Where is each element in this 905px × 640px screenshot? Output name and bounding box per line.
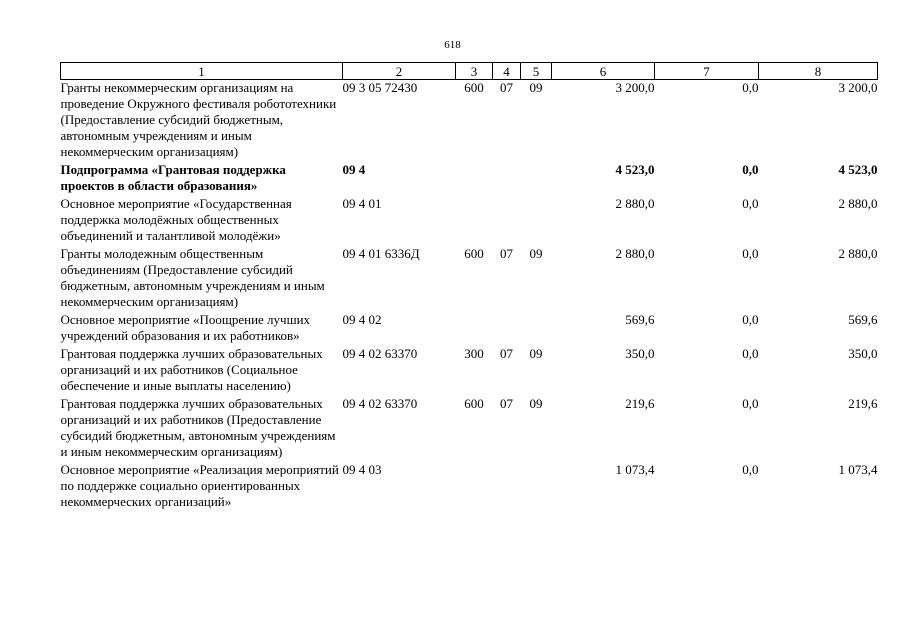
- header-col-4: 4: [493, 63, 521, 80]
- row-name: Основное мероприятие «Реализация мероприятий по поддержке социально ориентированных некоммерческих организаций»: [60, 462, 339, 509]
- row-col-8: 569,6: [848, 312, 878, 327]
- row-col-6: 569,6: [625, 312, 655, 327]
- row-col-6: 2 880,0: [615, 196, 655, 211]
- row-code: 09 4 03: [342, 462, 382, 477]
- row-code: 09 4 01 6336Д: [342, 246, 420, 261]
- row-col-5: 09: [529, 80, 543, 95]
- row-name: Грантовая поддержка лучших образовательных организаций и их работников (Предоставление субсидий бюджетным, автономным учреждениям и иным некоммерческим организациям): [60, 396, 336, 459]
- row-col-5: [521, 312, 552, 346]
- row-col-3: 600: [464, 80, 484, 95]
- row-col-7: 0,0: [742, 162, 759, 177]
- row-col-5: 09: [529, 246, 543, 261]
- row-code: 09 4 02 63370: [342, 396, 418, 411]
- row-col-8: 2 880,0: [838, 246, 878, 261]
- row-col-5: 09: [529, 396, 543, 411]
- header-col-7: 7: [655, 63, 759, 80]
- table-row: [61, 80, 878, 163]
- row-col-5: [521, 462, 552, 512]
- row-code: 09 4 02 63370: [342, 346, 418, 361]
- header-col-2: 2: [343, 63, 456, 80]
- row-name: Гранты некоммерческим организациям на проведение Окружного фестиваля робототехники (Предоставление субсидий бюджетным, автономным учреждениям и иным некоммерческим организациям): [60, 80, 337, 159]
- row-col-7: 0,0: [742, 80, 759, 95]
- row-col-6: 3 200,0: [615, 80, 655, 95]
- table-row: [61, 462, 878, 512]
- row-col-3: [456, 196, 493, 246]
- header-col-1: 1: [61, 63, 343, 80]
- header-col-8: 8: [759, 63, 878, 80]
- header-row: [61, 63, 878, 80]
- row-col-3: 600: [464, 246, 484, 261]
- row-col-4: [493, 462, 521, 512]
- table-row: [61, 396, 878, 462]
- row-col-5: 09: [529, 346, 543, 361]
- row-col-7: 0,0: [742, 346, 759, 361]
- row-col-8: 2 880,0: [838, 196, 878, 211]
- table-body: [61, 80, 878, 513]
- row-col-7: 0,0: [742, 396, 759, 411]
- row-col-7: 0,0: [742, 462, 759, 477]
- row-code: 09 3 05 72430: [342, 80, 418, 95]
- row-code: 09 4 02: [342, 312, 382, 327]
- row-code: 09 4 01: [342, 196, 382, 211]
- row-name: Основное мероприятие «Государственная поддержка молодёжных общественных объединений и талантливой молодёжи»: [60, 196, 292, 243]
- row-col-4: 07: [500, 396, 513, 411]
- page-number: 618: [444, 39, 461, 51]
- row-col-5: [521, 196, 552, 246]
- row-col-6: 219,6: [625, 396, 655, 411]
- row-col-4: [493, 196, 521, 246]
- row-col-8: 4 523,0: [838, 162, 878, 177]
- row-col-5: [521, 162, 552, 196]
- row-col-6: 350,0: [625, 346, 655, 361]
- budget-table: [60, 62, 878, 512]
- row-col-3: [456, 312, 493, 346]
- row-name: Основное мероприятие «Поощрение лучших учреждений образования и их работников»: [60, 312, 311, 343]
- row-col-3: 600: [464, 396, 484, 411]
- row-col-7: 0,0: [742, 312, 759, 327]
- row-col-6: 4 523,0: [615, 162, 655, 177]
- row-col-4: 07: [500, 346, 513, 361]
- table-row-subprogram: [61, 162, 878, 196]
- row-col-4: 07: [500, 246, 513, 261]
- row-col-3: [456, 462, 493, 512]
- row-col-8: 3 200,0: [838, 80, 878, 95]
- header-col-6: 6: [552, 63, 655, 80]
- row-col-8: 1 073,4: [838, 462, 878, 477]
- row-col-4: 07: [500, 80, 513, 95]
- row-col-8: 219,6: [848, 396, 878, 411]
- row-col-7: 0,0: [742, 246, 759, 261]
- row-col-7: 0,0: [742, 196, 759, 211]
- header-col-5: 5: [521, 63, 552, 80]
- row-col-4: [493, 312, 521, 346]
- row-col-3: 300: [464, 346, 484, 361]
- table-row: [61, 246, 878, 312]
- table-header: [61, 63, 878, 80]
- row-col-4: [493, 162, 521, 196]
- row-col-6: 1 073,4: [615, 462, 655, 477]
- header-col-3: 3: [456, 63, 493, 80]
- row-name: Подпрограмма «Грантовая поддержка проектов в области образования»: [60, 162, 286, 193]
- table-row: [61, 196, 878, 246]
- row-code: 09 4: [342, 162, 366, 177]
- row-col-3: [456, 162, 493, 196]
- table-row: [61, 346, 878, 396]
- row-col-6: 2 880,0: [615, 246, 655, 261]
- row-name: Грантовая поддержка лучших образовательных организаций и их работников (Социальное обеспечение и иные выплаты населению): [60, 346, 323, 393]
- row-col-8: 350,0: [848, 346, 878, 361]
- row-name: Гранты молодежным общественным объединениям (Предоставление субсидий бюджетным, автономным учреждениям и иным некоммерческим организациям): [60, 246, 325, 309]
- table-row: [61, 312, 878, 346]
